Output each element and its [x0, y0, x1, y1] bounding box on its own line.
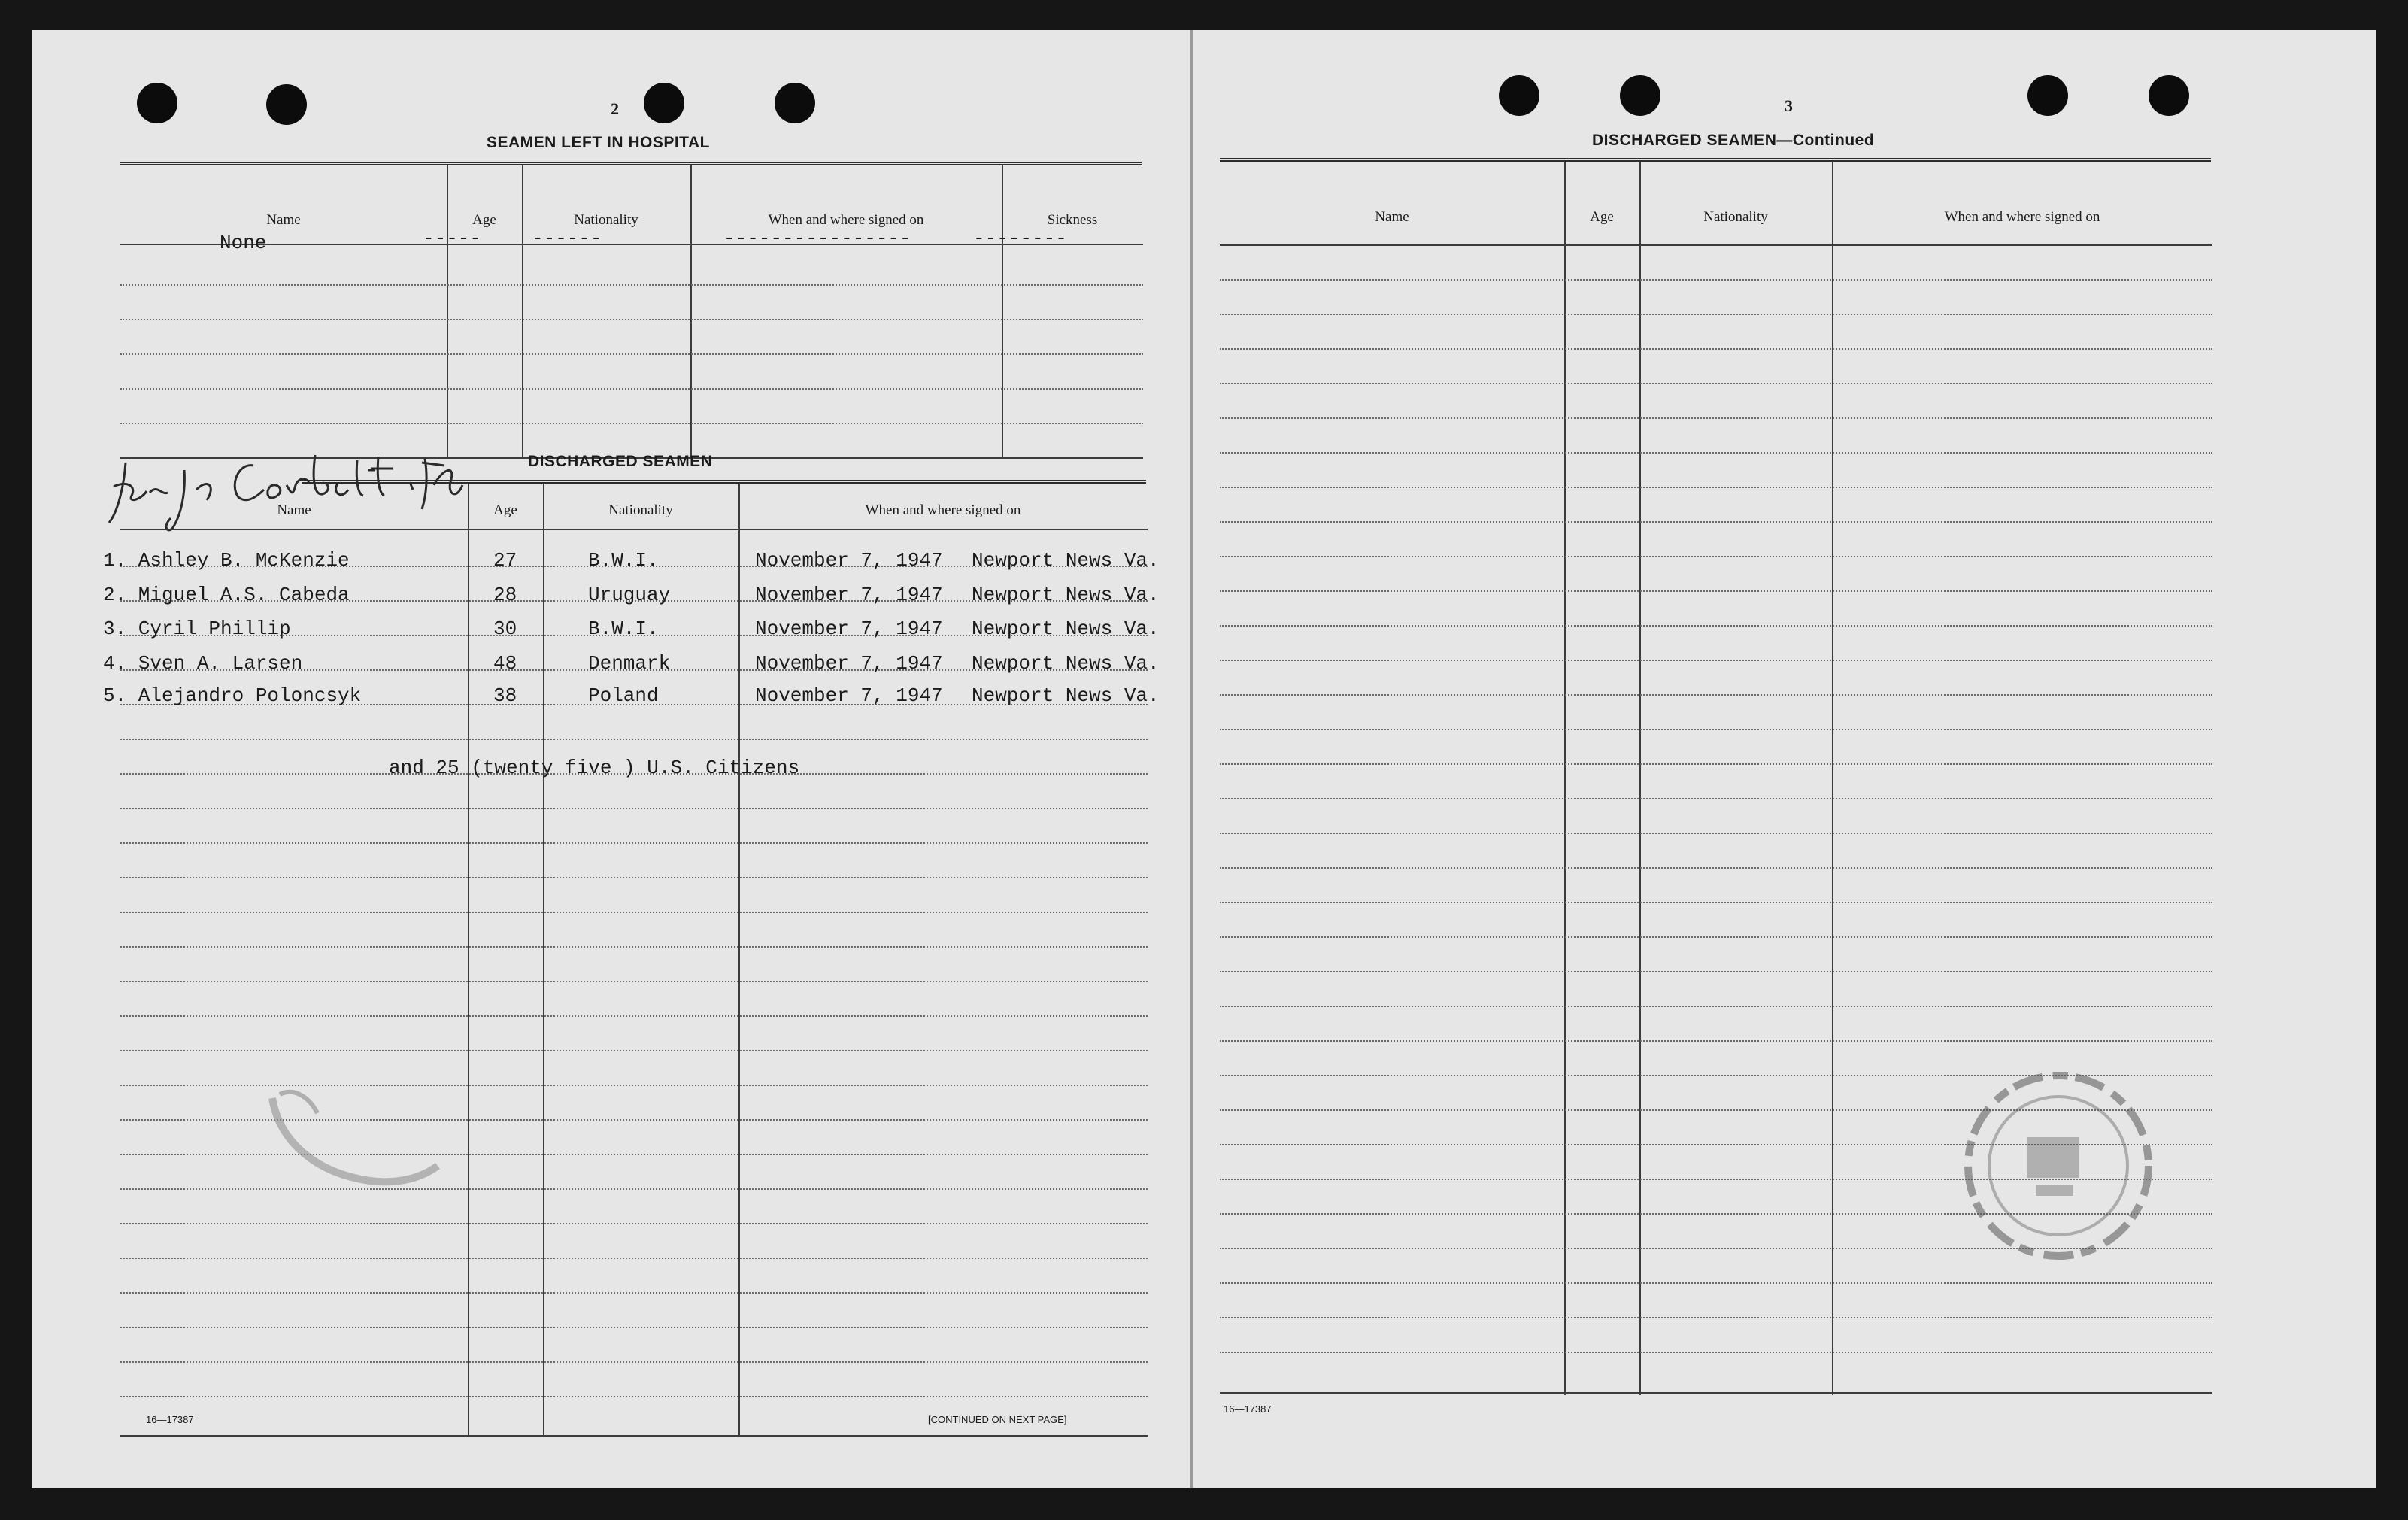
seaman-signed-date: November 7, 1947: [755, 549, 943, 572]
header-name: Name: [1375, 209, 1409, 225]
header-sickness: Sickness: [1047, 212, 1098, 228]
header-signed-on: When and where signed on: [1944, 209, 2100, 225]
seaman-signed-place: Newport News Va.: [972, 652, 1160, 675]
punch-hole: [775, 83, 815, 123]
header-age: Age: [493, 502, 517, 518]
seaman-age: 27: [493, 549, 517, 572]
page-number: 3: [1785, 96, 1793, 115]
circular-stamp: [1946, 1053, 2171, 1279]
left-page: [32, 30, 1190, 1488]
discharged-section-title: DISCHARGED SEAMEN: [528, 453, 713, 470]
seaman-name: 1. Ashley B. McKenzie: [103, 549, 350, 572]
title-continued: —Continued: [1776, 132, 1875, 149]
header-nationality: Nationality: [1703, 209, 1768, 225]
seaman-age: 30: [493, 617, 517, 640]
seaman-signed-date: November 7, 1947: [755, 652, 943, 675]
seaman-signed-place: Newport News Va.: [972, 549, 1160, 572]
header-signed-on: When and where signed on: [768, 212, 924, 228]
hospital-section-title: SEAMEN LEFT IN HOSPITAL: [487, 134, 710, 151]
hospital-name: None: [220, 232, 267, 254]
header-age: Age: [1590, 209, 1614, 225]
seaman-signed-place: Newport News Va.: [972, 617, 1160, 640]
seaman-age: 48: [493, 652, 517, 675]
header-nationality: Nationality: [574, 212, 638, 228]
punch-hole: [2149, 75, 2189, 116]
hospital-table: [120, 165, 1143, 459]
seaman-nationality: B.W.I.: [588, 549, 659, 572]
seaman-name: 4. Sven A. Larsen: [103, 652, 303, 675]
header-name: Name: [277, 502, 311, 518]
hospital-sickness: --------: [973, 227, 1067, 250]
punch-hole: [137, 83, 177, 123]
punch-hole: [1620, 75, 1660, 116]
title-main: DISCHARGED SEAMEN: [1592, 132, 1777, 149]
header-age: Age: [472, 212, 496, 228]
header-name: Name: [266, 212, 301, 228]
punch-hole: [266, 84, 307, 125]
seaman-signed-date: November 7, 1947: [755, 584, 943, 606]
hospital-age: -----: [423, 227, 482, 250]
form-number: 16—17387: [146, 1414, 194, 1425]
discharged-continued-title: [1592, 132, 1874, 150]
header-nationality: Nationality: [608, 502, 673, 518]
seaman-signed-date: November 7, 1947: [755, 684, 943, 707]
us-citizens-note: and 25 (twenty five ) U.S. Citizens: [389, 757, 800, 779]
seaman-name: 2. Miguel A.S. Cabeda: [103, 584, 350, 606]
header-signed-on: When and where signed on: [865, 502, 1021, 518]
hospital-nationality: ------: [532, 227, 602, 250]
page-number: 2: [611, 99, 619, 118]
form-number: 16—17387: [1224, 1403, 1272, 1415]
seaman-nationality: B.W.I.: [588, 617, 659, 640]
seaman-signed-date: November 7, 1947: [755, 617, 943, 640]
punch-hole: [2027, 75, 2068, 116]
seaman-nationality: Denmark: [588, 652, 671, 675]
continued-note: [CONTINUED ON NEXT PAGE]: [928, 1414, 1067, 1425]
seaman-signed-place: Newport News Va.: [972, 584, 1160, 606]
punch-hole: [644, 83, 684, 123]
punch-hole: [1499, 75, 1539, 116]
faded-stamp: [250, 1053, 460, 1203]
hospital-signed-on: ----------------: [723, 227, 911, 250]
seaman-nationality: Uruguay: [588, 584, 671, 606]
seaman-age: 38: [493, 684, 517, 707]
right-page: [1193, 30, 2376, 1488]
seaman-signed-place: Newport News Va.: [972, 684, 1160, 707]
seaman-nationality: Poland: [588, 684, 659, 707]
seaman-age: 28: [493, 584, 517, 606]
seaman-name: 5. Alejandro Poloncsyk: [103, 684, 362, 707]
seaman-name: 3. Cyril Phillip: [103, 617, 291, 640]
document-sheet: [32, 30, 2376, 1488]
